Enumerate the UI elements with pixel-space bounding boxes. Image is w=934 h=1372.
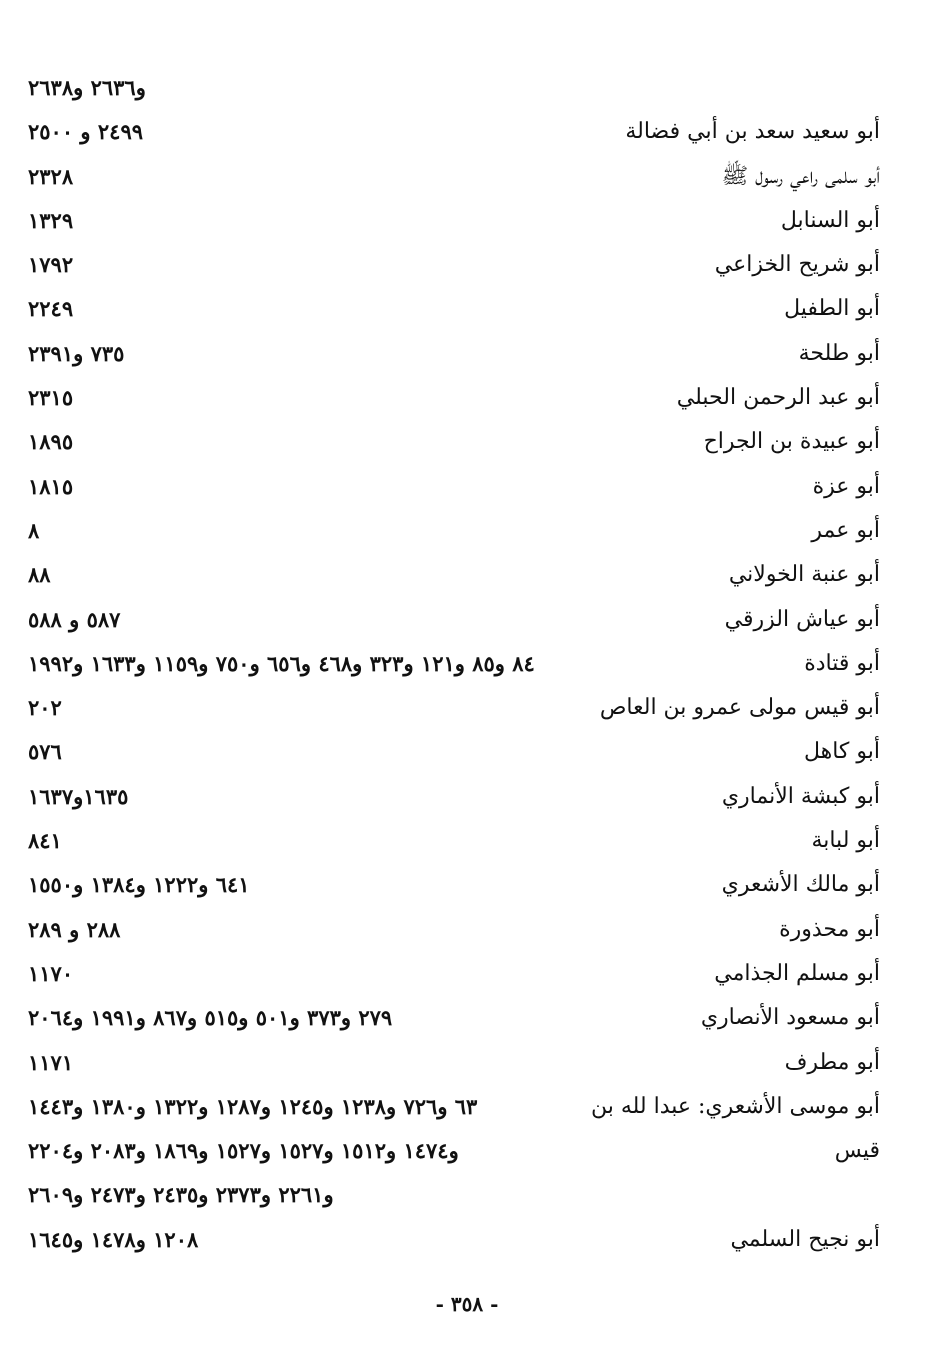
entry-numbers: ٨٤ و٨٥ و١٢١ و٣٢٣ و٤٦٨ و٦٥٦ و٧٥٠ و١١٥٩ و١٦٣٣ و١٩٩٢: [28, 650, 535, 676]
entry-numbers: ٨: [28, 517, 40, 543]
index-entry: [28, 1173, 880, 1217]
index-entry: [28, 465, 880, 509]
entry-numbers: ١١٧٠: [28, 960, 74, 986]
entry-numbers: ١٨١٥: [28, 473, 74, 499]
entry-numbers: و١٤٧٤ و١٥١٢ و١٥٢٧ و١٥٢٧ و١٨٦٩ و٢٠٨٣ و٢٢٠٤: [28, 1138, 459, 1164]
index-entry: [28, 509, 880, 553]
entry-numbers: ٢٢٤٩: [28, 296, 74, 322]
entry-name: أبو مطرف: [784, 1049, 880, 1075]
entry-numbers: ٦٤١ و١٢٢٢ و١٣٨٤ و١٥٥٠: [28, 872, 250, 898]
entry-numbers: ٢٨٨ و ٢٨٩: [28, 916, 121, 942]
entry-name: أبو محذورة: [779, 916, 880, 942]
entry-name: أبو مسعود الأنصاري: [700, 1005, 880, 1031]
entry-numbers: ١١٧١: [28, 1049, 74, 1075]
entry-name: أبو قيس مولى عمرو بن العاص: [599, 695, 880, 721]
entry-name: أبو عبيدة بن الجراح: [703, 429, 880, 455]
entry-numbers: و٢٦٣٦ و٢٦٣٨: [28, 75, 146, 100]
entry-name: أبو عزة: [812, 473, 880, 499]
entry-numbers: ٢٣١٥: [28, 385, 74, 411]
index-entry: [28, 1129, 880, 1173]
entry-name: أبو طلحة: [798, 340, 880, 366]
index-entry: [28, 110, 880, 154]
index-entry: [28, 243, 880, 287]
index-entry: [28, 1218, 880, 1262]
entry-numbers: ١٣٢٩: [28, 207, 74, 233]
entry-name: أبو قتادة: [804, 650, 880, 676]
index-entry: [28, 996, 880, 1040]
index-entry: [28, 819, 880, 863]
entry-name: قيس: [834, 1138, 880, 1164]
entry-numbers: ٢٠٢: [28, 695, 62, 721]
index-entry: [28, 1085, 880, 1129]
entry-numbers: ٧٣٥ و٢٣٩١: [28, 340, 125, 366]
entry-numbers: ١٢٠٨ و١٤٧٨ و١٦٤٥: [28, 1226, 199, 1252]
entry-name: أبو سعيد سعد بن أبي فضالة: [625, 119, 880, 145]
index-entry: [28, 598, 880, 642]
index-entry: [28, 1041, 880, 1085]
entry-name: أبو الطفيل: [784, 296, 880, 322]
entry-name: أبو سلمى راعي رسول ﷺ: [721, 163, 880, 189]
entry-numbers: ٥٨٧ و ٥٨٨: [28, 606, 121, 632]
index-entry: [28, 553, 880, 597]
index-entry: [28, 863, 880, 907]
entry-name: أبو لبابة: [811, 828, 880, 854]
entry-numbers: ٥٧٦: [28, 739, 62, 765]
index-entry: [28, 155, 880, 199]
entry-numbers: ٨٤١: [28, 828, 62, 854]
entry-numbers: ١٧٩٢: [28, 252, 74, 278]
entry-name: أبو مسلم الجذامي: [714, 960, 880, 986]
index-entry: [28, 199, 880, 243]
index-entry: [28, 376, 880, 420]
index-entries: [28, 66, 880, 1262]
entry-numbers: ٦٣ و٧٢٦ و١٢٣٨ و١٢٤٥ و١٢٨٧ و١٣٢٢ و١٣٨٠ و١٤٤٣: [28, 1093, 478, 1119]
index-entry: [28, 775, 880, 819]
index-entry: [28, 908, 880, 952]
page-number: - ٣٥٨ -: [435, 1292, 499, 1316]
index-entry: [28, 642, 880, 686]
entry-numbers: ٢٣٢٨: [28, 163, 74, 189]
index-entry: [28, 686, 880, 730]
entry-numbers: ٨٨: [28, 562, 51, 588]
index-entry: [28, 730, 880, 774]
entry-name: أبو مالك الأشعري: [721, 872, 880, 898]
entry-name: أبو موسى الأشعري: عبدا لله بن: [590, 1093, 880, 1119]
entry-name: أبو عبد الرحمن الحبلي: [676, 385, 880, 411]
index-entry: [28, 420, 880, 464]
entry-name: أبو عمر: [811, 517, 880, 543]
index-entry: [28, 66, 880, 110]
entry-name: أبو كبشة الأنماري: [721, 783, 880, 809]
index-entry: [28, 287, 880, 331]
entry-name: أبو نجيح السلمي: [730, 1226, 880, 1252]
entry-name: أبو السنابل: [780, 207, 880, 233]
entry-numbers: ١٨٩٥: [28, 429, 74, 455]
entry-name: أبو عياش الزرقي: [724, 606, 880, 632]
index-entry: [28, 332, 880, 376]
entry-numbers: و٢٢٦١ و٢٣٧٣ و٢٤٣٥ و٢٤٧٣ و٢٦٠٩: [28, 1182, 334, 1208]
entry-name: أبو شريح الخزاعي: [714, 252, 880, 278]
entry-numbers: ٢٤٩٩ و ٢٥٠٠: [28, 119, 144, 145]
entry-name: أبو عنبة الخولاني: [728, 562, 880, 588]
entry-name: أبو كاهل: [803, 739, 880, 765]
entry-numbers: ٢٧٩ و٣٧٣ و٥٠١ و٥١٥ و٨٦٧ و١٩٩١ و٢٠٦٤: [28, 1005, 393, 1031]
entry-numbers: ١٦٣٥و١٦٣٧: [28, 783, 129, 809]
index-entry: [28, 952, 880, 996]
